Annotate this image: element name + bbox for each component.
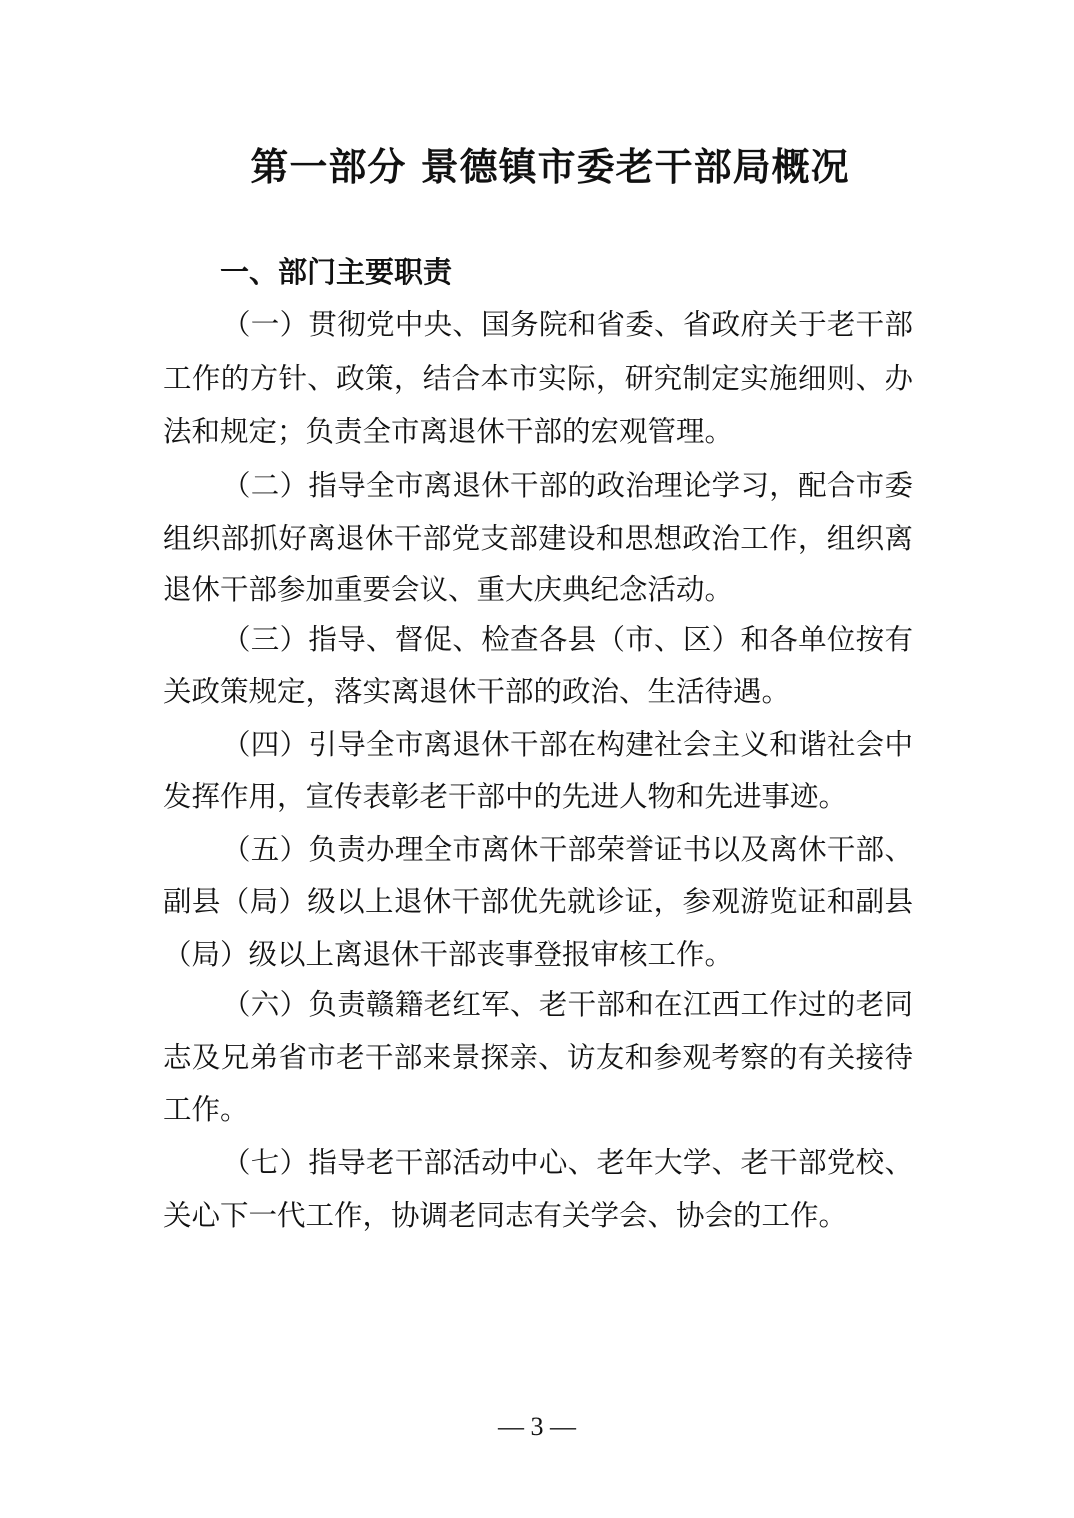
paragraph-line: 组织部抓好离退休干部党支部建设和思想政治工作，组织离 xyxy=(163,522,913,555)
paragraph-line: 工作的方针、政策，结合本市实际，研究制定实施细则、办 xyxy=(163,362,913,395)
paragraph-line: 发挥作用，宣传表彰老干部中的先进人物和先进事迹。 xyxy=(163,780,848,813)
section-heading: 一、部门主要职责 xyxy=(220,255,453,289)
paragraph-line: （四）引导全市离退休干部在构建社会主义和谐社会中 xyxy=(222,728,913,761)
paragraph-line: 志及兄弟省市老干部来景探亲、访友和参观考察的有关接待 xyxy=(163,1041,913,1074)
page-number: — 3 — xyxy=(498,1412,576,1441)
paragraph-line: （一）贯彻党中央、国务院和省委、省政府关于老干部 xyxy=(222,308,913,341)
paragraph-line: （六）负责赣籍老红军、老干部和在江西工作过的老同 xyxy=(222,988,913,1021)
paragraph-line: 工作。 xyxy=(163,1093,249,1126)
paragraph-line: （局）级以上离退休干部丧事登报审核工作。 xyxy=(163,938,734,971)
paragraph-line: 关心下一代工作，协调老同志有关学会、协会的工作。 xyxy=(163,1199,848,1232)
paragraph-line: （七）指导老干部活动中心、老年大学、老干部党校、 xyxy=(222,1146,913,1179)
paragraph-line: 退休干部参加重要会议、重大庆典纪念活动。 xyxy=(163,573,734,606)
paragraph-line: 法和规定；负责全市离退休干部的宏观管理。 xyxy=(163,415,734,448)
page-title: 第一部分 景德镇市委老干部局概况 xyxy=(250,145,850,189)
paragraph-line: 副县（局）级以上退休干部优先就诊证，参观游览证和副县 xyxy=(163,885,913,918)
paragraph-line: （五）负责办理全市离休干部荣誉证书以及离休干部、 xyxy=(222,833,913,866)
paragraph-line: （二）指导全市离退休干部的政治理论学习，配合市委 xyxy=(222,469,913,502)
paragraph-line: （三）指导、督促、检查各县（市、区）和各单位按有 xyxy=(222,623,913,656)
paragraph-line: 关政策规定，落实离退休干部的政治、生活待遇。 xyxy=(163,675,791,708)
